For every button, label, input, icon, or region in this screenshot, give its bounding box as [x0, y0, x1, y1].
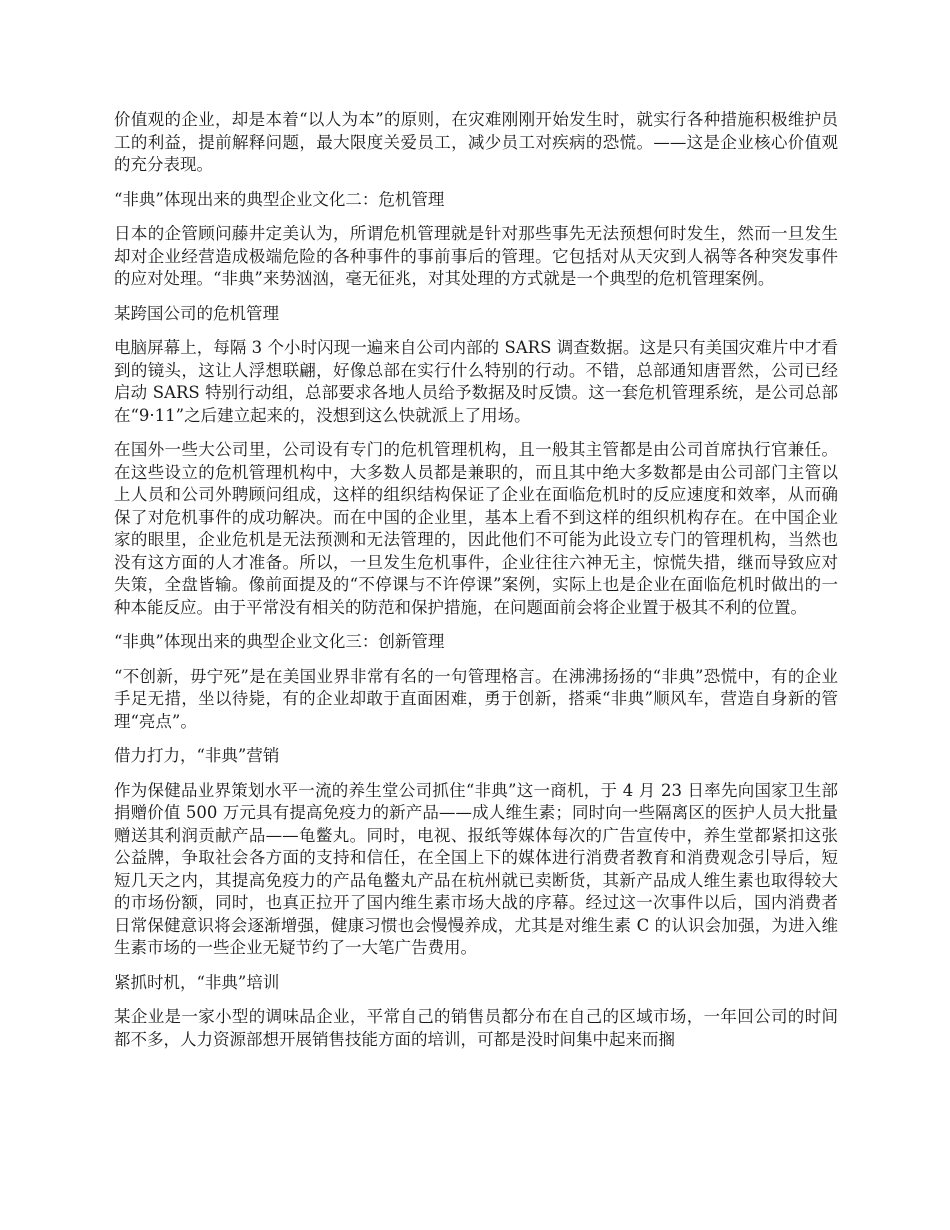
paragraph-yangshengtang-case: 作为保健品业界策划水平一流的养生堂公司抓住“非典”这一商机，于 4 月 23 日率先向国家卫生部捐赠价值 500 万元具有提高免疫力的新产品——成人维生素；同时向一些隔离区的医护人员大批量赠送其利润贡献产品——龟鳖丸。同时，电视、报纸等媒体每次的广告宣传中，养生堂都紧扣这张公益牌，争取社会各方面的支持和信任，在全国上下的媒体进行消费者教育和消费观念引导后，短短几天之内，其提高免疫力的产品龟鳖丸产品在杭州就已卖断货，其新产品成人维生素也取得较大的市场份额，同时，也真正拉开了国内维生素市场大战的序幕。经过这一次事件以后，国内消费者日常保健意识将会逐渐增强，健康习惯也会慢慢养成，尤其是对维生素 C 的认识会加强，为进入维生素市场的一些企业无疑节约了一大笔广告费用。 [114, 780, 838, 957]
paragraph-crisis-definition: 日本的企管顾问藤井定美认为，所谓危机管理就是针对那些事先无法预想何时发生，然而一旦发生却对企业经营造成极端危险的各种事件的事前事后的管理。它包括对从天灾到人祸等各种突发事件的应对处理。“非典”来势汹汹，毫无征兆，对其处理的方式就是一个典型的危机管理案例。 [114, 224, 838, 288]
heading-sars-training: 紧抓时机，“非典”培训 [114, 972, 280, 992]
heading-crisis-management: “非典”体现出来的典型企业文化二：危机管理 [114, 189, 445, 209]
paragraph-sars-data: 电脑屏幕上，每隔 3 个小时闪现一遍来自公司内部的 SARS 调查数据。这是只有美国灾难片中才看到的镜头，这让人浮想联翩，好像总部在实行什么特别的行动。不错，总部通知唐晋然，公司已经启动 SARS 特别行动组，总部要求各地人员给予数据及时反馈。这一套危机管理系统，是公司总部在“9·11”之后建立起来的，没想到这么快就派上了用场。 [114, 338, 838, 425]
paragraph-innovation-motto: “不创新，毋宁死”是在美国业界非常有名的一句管理格言。在沸沸扬扬的“非典”恐慌中，有的企业手足无措，坐以待毙，有的企业却敢于直面困难，勇于创新，搭乘“非典”顺风车，营造自身新的管理“亮点”。 [114, 666, 838, 731]
paragraph-crisis-organization: 在国外一些大公司里，公司设有专门的危机管理机构，且一般其主管都是由公司首席执行官兼任。在这些设立的危机管理机构中，大多数人员都是兼职的，而且其中绝大多数都是由公司部门主管以上人员和公司外聘顾问组成，这样的组织结构保证了企业在面临危机时的反应速度和效率，从而确保了对危机事件的成功解决。而在中国的企业里，基本上看不到这样的组织机构存在。在中国企业家的眼里，企业危机是无法预测和无法管理的，因此他们不可能为此设立专门的管理机构，当然也没有这方面的人才准备。所以，一旦发生危机事件，企业往往六神无主，惊慌失措，继而导致应对失策，全盘皆输。像前面提及的“不停课与不许停课”案例，实际上也是企业在面临危机时做出的一种本能反应。由于平常没有相关的防范和保护措施，在问题面前会将企业置于极其不利的位置。 [114, 440, 838, 617]
paragraph-core-values: 价值观的企业，却是本着“以人为本”的原则，在灾难刚刚开始发生时，就实行各种措施积极维护员工的利益，提前解释问题，最大限度关爱员工，减少员工对疾病的恐慌。——这是企业核心价值观的充分表现。 [114, 110, 838, 174]
paragraph-training-case: 某企业是一家小型的调味品企业，平常自己的销售员都分布在自己的区域市场，一年回公司的时间都不多，人力资源部想开展销售技能方面的培训，可都是没时间集中起来而搁 [114, 1007, 838, 1049]
heading-innovation-management: “非典”体现出来的典型企业文化三：创新管理 [114, 632, 445, 651]
heading-multinational-crisis: 某跨国公司的危机管理 [114, 303, 279, 323]
document-body [114, 109, 838, 1063]
heading-sars-marketing: 借力打力，“非典”营销 [114, 746, 280, 765]
